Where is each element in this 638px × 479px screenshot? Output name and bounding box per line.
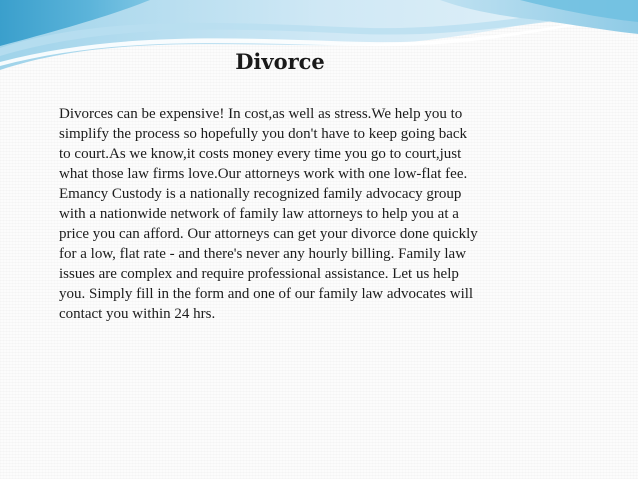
body-line: issues are complex and require professional assistance. Let us help — [59, 266, 459, 282]
body-line: price you can afford. Our attorneys can get your divorce done quickly — [59, 226, 478, 242]
body-line: what those law firms love.Our attorneys work with one low-flat fee. — [59, 166, 468, 182]
slide-title: Divorce — [235, 49, 325, 74]
body-line: Divorces can be expensive! In cost,as well as stress.We help you to — [59, 106, 463, 122]
body-line: simplify the process so hopefully you don't have to keep going back — [59, 126, 468, 142]
body-line: Emancy Custody is a nationally recognized family advocacy group — [59, 186, 462, 202]
body-line: you. Simply fill in the form and one of our family law advocates will — [59, 286, 474, 302]
body-line: contact you within 24 hrs. — [59, 306, 216, 322]
body-line: for a low, flat rate - and there's never any hourly billing. Family law — [59, 246, 467, 262]
body-line: to court.As we know,it costs money every time you go to court,just — [59, 146, 462, 162]
body-line: with a nationwide network of family law attorneys to help you at a — [59, 206, 459, 222]
body-paragraph — [59, 104, 544, 324]
